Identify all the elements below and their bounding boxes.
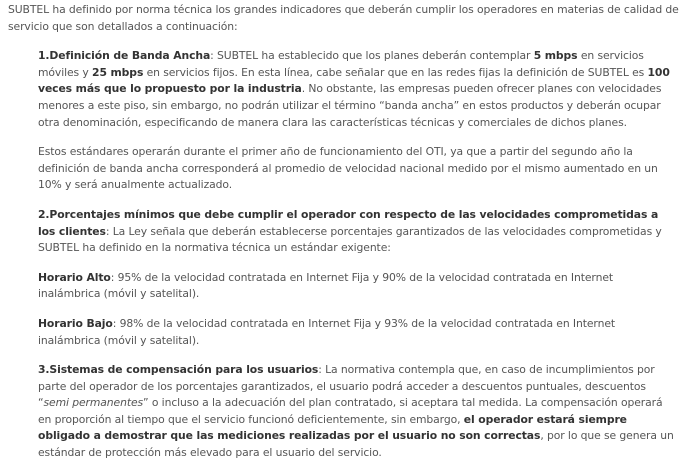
intro-paragraph: SUBTEL ha definido por norma técnica los grandes indicadores que deberán cumplir los operadores en materias de calidad de servicio que son detallados a continuación: bbox=[8, 3, 679, 33]
off-peak-hours-label: Horario Bajo bbox=[38, 316, 113, 330]
industry-comparison-highlight: 100 veces más que lo propuesto por la industria bbox=[38, 65, 670, 96]
operator-obligation-highlight: el operador estará siempre obligado a demostrar que las mediciones realizadas por el usuario no son correctas bbox=[38, 412, 627, 443]
standards-duration-paragraph: Estos estándares operarán durante el primer año de funcionamiento del OTI, ya que a partir del segundo año la definición de banda ancha corresponderá al promedio de velocidad nacional medido por el mismo aumentado en un 10% y será anualmente actualizado. bbox=[38, 145, 658, 192]
minimum-percentages-paragraph: 2.Porcentajes mínimos que debe cumplir el operador con respecto de las velocidades comprometidas a los clientes: La Ley señala que deberán establecerse porcentajes garantizados de las velocidades comprometidas y SUBTEL ha definido en la normativa técnica un estándar exigente: bbox=[38, 207, 662, 255]
mobile-speed-value: 5 mbps bbox=[533, 49, 578, 63]
off-peak-hours-paragraph: Horario Bajo: 98% de la velocidad contratada en Internet Fija y 93% de la velocidad contratada en Internet inalámbrica (móvil y satelital). bbox=[38, 316, 615, 347]
compensation-title: 3.Sistemas de compensación para los usuarios bbox=[38, 363, 319, 377]
broadband-definition-title: 1.Definición de Banda Ancha bbox=[38, 49, 211, 63]
minimum-percentages-title: 2.Porcentajes mínimos que debe cumplir el operador con respecto de las velocidades comprometidas a los clientes bbox=[38, 207, 659, 238]
peak-hours-paragraph: Horario Alto: 95% de la velocidad contratada en Internet Fija y 90% de la velocidad contratada en Internet inalámbrica (móvil y satelital). bbox=[38, 270, 613, 301]
fixed-speed-value: 25 mbps bbox=[92, 65, 144, 79]
compensation-paragraph: 3.Sistemas de compensación para los usuarios: La normativa contempla que, en caso de incumplimientos por parte del operador de los porcentajes garantizados, el usuario podrá acceder a descuentos puntuales, descuentos “semi permanentes” o incluso a la adecuación del plan contratado, si aceptara tal medida. La compensación operará en proporción al tiempo que el servicio funcionó deficientemente, sin embargo, el operador estará siempre obligado a demostrar que las mediciones realizadas por el usuario no son correctas, por lo que se genera un estándar de protección más elevado para el usuario del servicio. bbox=[38, 363, 674, 460]
semi-permanent-term: semi permanentes bbox=[43, 396, 144, 410]
peak-hours-label: Horario Alto bbox=[38, 270, 111, 284]
broadband-definition-paragraph: 1.Definición de Banda Ancha: SUBTEL ha establecido que los planes deberán contemplar 5 mbps en servicios móviles y 25 mbps en servicios fijos. En esta línea, cabe señalar que en las redes fijas la definición de SUBTEL es 100 veces más que lo propuesto por la industria. No obstante, las empresas pueden ofrecer planes con velocidades menores a este piso, sin embargo, no podrán utilizar el término “banda ancha” en estos productos y deberán ocupar otra denominación, especificando de manera clara las características técnicas y comerciales de dichos planes. bbox=[38, 49, 670, 129]
